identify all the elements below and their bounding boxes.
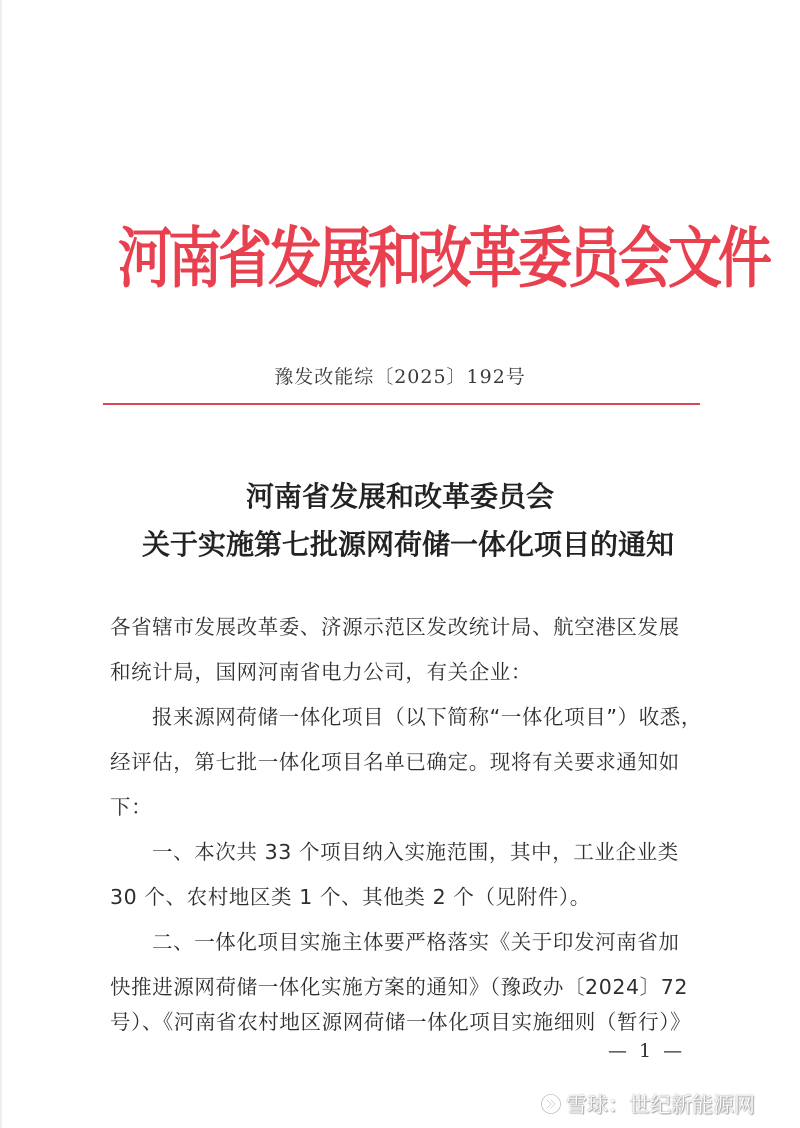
watermark-text: 雪球：世纪新能源网 <box>566 1093 755 1117</box>
addressee-line-1: 各省辖市发展改革委、济源示范区发改统计局、航空港区发展 <box>110 615 680 639</box>
intro-line-3: 下： <box>110 795 153 819</box>
document-title-line-1: 河南省发展和改革委员会 <box>245 480 554 513</box>
item-2-line-1: 二、一体化项目实施主体要严格落实《关于印发河南省加 <box>152 930 680 954</box>
intro-line-1: 报来源网荷储一体化项目（以下简称“一体化项目”）收悉， <box>152 705 702 729</box>
intro-line-2: 经评估，第七批一体化项目名单已确定。现将有关要求通知如 <box>110 750 680 774</box>
red-divider-line <box>103 403 700 405</box>
document-title-line-2: 关于实施第七批源网荷储一体化项目的通知 <box>141 528 674 561</box>
item-2-line-2: 快推进源网荷储一体化实施方案的通知》（豫政办〔2024〕72 <box>110 975 689 999</box>
item-2-line-3: 号）、《河南省农村地区源网荷储一体化项目实施细则（暂行）》 <box>110 1010 692 1034</box>
document-masthead: 河南省发展和改革委员会文件 <box>118 218 768 298</box>
watermark <box>540 1090 755 1118</box>
snowball-logo-icon <box>540 1093 562 1115</box>
document-number: 豫发改能综〔2025〕192号 <box>274 366 526 388</box>
addressee-line-2: 和统计局，国网河南省电力公司，有关企业： <box>110 660 532 684</box>
page-edge-shadow <box>0 0 3 1128</box>
item-1-line-2: 30 个、农村地区类 1 个、其他类 2 个（见附件）。 <box>110 885 591 909</box>
page-number: — 1 — <box>608 1040 686 1062</box>
item-1-line-1: 一、本次共 33 个项目纳入实施范围，其中，工业企业类 <box>152 840 679 864</box>
